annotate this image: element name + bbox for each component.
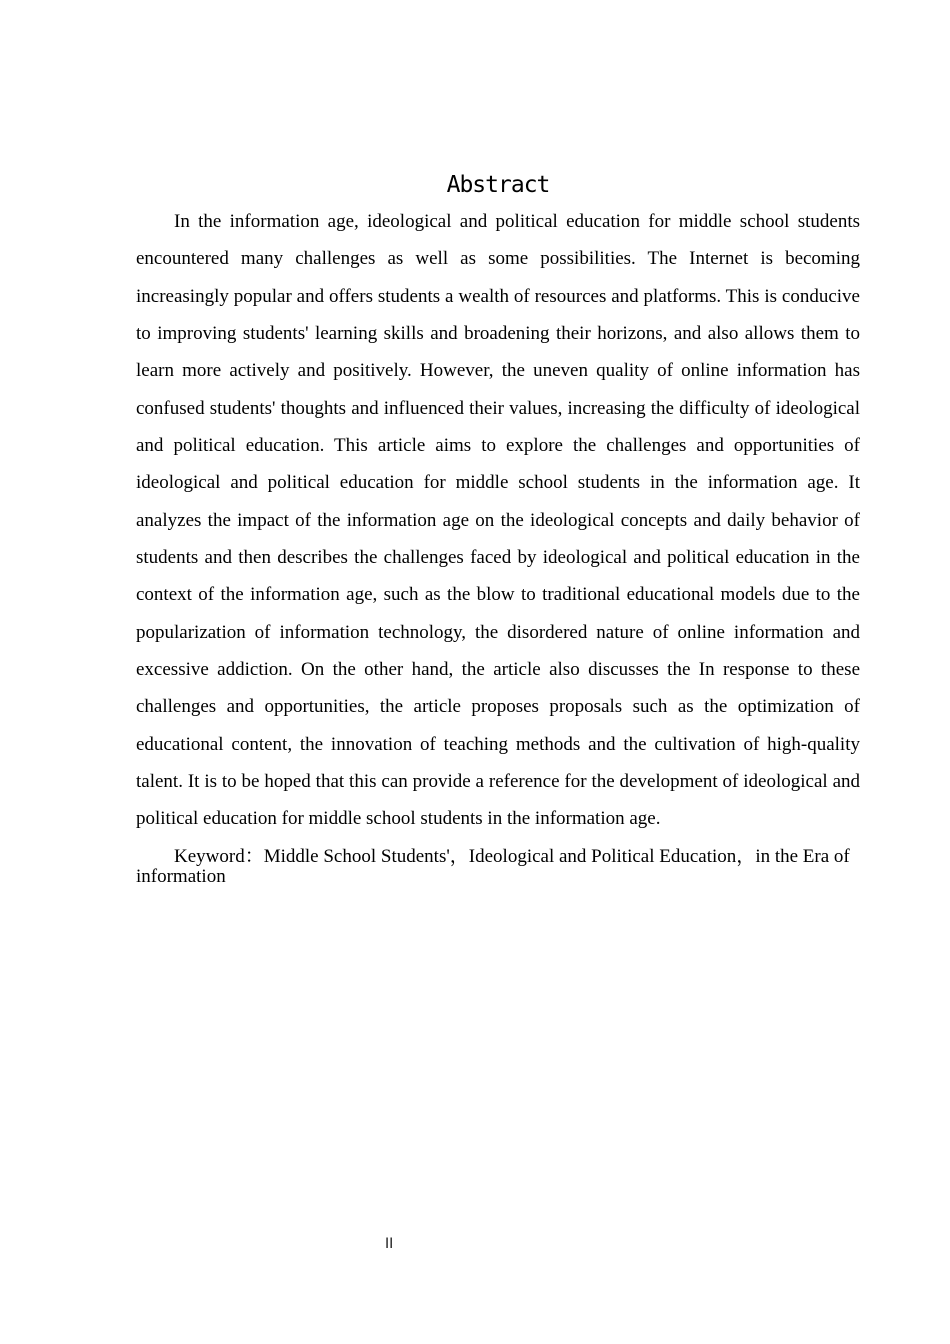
abstract-title: Abstract	[446, 172, 550, 198]
keywords-paragraph	[136, 847, 860, 888]
keywords-separator: ，	[449, 845, 469, 867]
page-content	[136, 0, 860, 888]
page-number: II	[385, 1236, 394, 1252]
keyword-item-3: in the Era of information	[136, 845, 850, 888]
keywords-colon: ：	[244, 845, 264, 867]
keywords-separator: ，	[736, 845, 756, 867]
keyword-item-1: Middle School Students'	[263, 845, 450, 867]
keyword-item-2: Ideological and Political Education	[468, 845, 737, 867]
abstract-paragraph: In the information age, ideological and political education for middle school students encountered many challenges as well as some possibilities. The Internet is becoming increasingly popular and offers students a wealth of resources and platforms. This is conducive to improving students' learning skills and broadening their horizons, and also allows them to learn more actively and positively. However, the uneven quality of online information has confused students' thoughts and influenced their values, increasing the difficulty of ideological and political education. This article aims to explore the challenges and opportunities of ideological and political education for middle school students in the information age. It analyzes the impact of the information age on the ideological concepts and daily behavior of students and then describes the challenges faced by ideological and political education in the context of the information age, such as the blow to traditional educational models due to the popularization of information technology, the disordered nature of online information and excessive addiction. On the other hand, the article also discusses the In response to these challenges and opportunities, the article proposes proposals such as the optimization of educational content, the innovation of teaching methods and the cultivation of high-quality talent. It is to be hoped that this can provide a reference for the development of ideological and political education for middle school students in the information age.	[136, 211, 860, 830]
keywords-label: Keyword	[174, 845, 245, 867]
